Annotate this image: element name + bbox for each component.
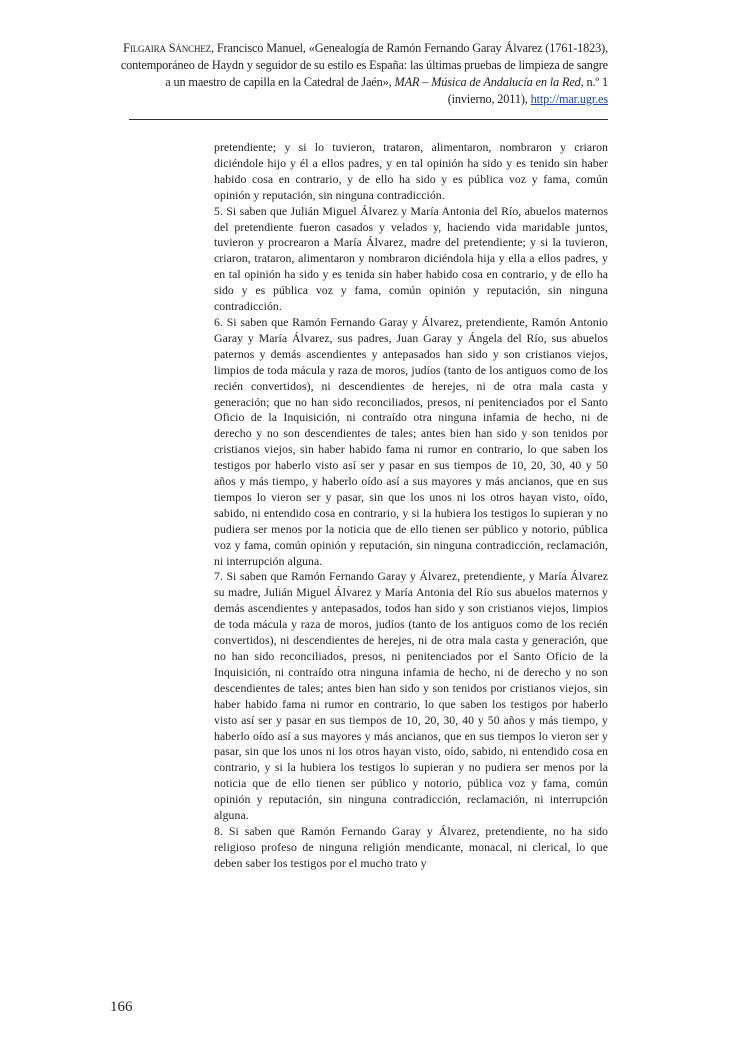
author-name: Filgaira Sánchez: [123, 41, 211, 55]
paragraph-continuation: pretendiente; y si lo tuvieron, trataron, alimentaron, nombraron y criaron diciéndole hijo y él a ellos padres, y en tal opinión ha sido y es tenido sin haber habido cosa en contrario, y de ello ha sido y es pública voz y fama, común opinión y reputación, sin ninguna contradicción.: [214, 140, 608, 202]
issue-info: , n.º 1 (invierno, 2011),: [447, 75, 608, 106]
paragraph-item-8: 8. Si saben que Ramón Fernando Garay y Álvarez, pretendiente, no ha sido religioso profeso de ninguna religión mendicante, monacal, ni clerical, lo que deben saber los testigos por el mucho trato y: [214, 823, 608, 870]
page-number: 166: [110, 999, 133, 1015]
paragraph-item-5: 5. Si saben que Julián Miguel Álvarez y María Antonia del Río, abuelos maternos del pretendiente fueron casados y velados y, haciendo vida maridable juntos, tuvieron y procrearon a María Álvarez, madre del pretendiente; y si la tuvieron, criaron, trataron, alimentaron y nombraron diciéndola hija y ella a ellos padres, y en tal opinión ha sido y es tenida sin haber habido cosa en contrario, y de ello ha sido y es pública voz y fama, común opinión y reputación, sin ninguna contradicción.: [214, 203, 608, 314]
body-text: [214, 140, 608, 872]
paragraph-item-6: 6. Si saben que Ramón Fernando Garay y Álvarez, pretendiente, Ramón Antonio Garay y María Álvarez, sus padres, Juan Garay y Ángela del Río, sus abuelos paternos y demás ascendientes y antepasados han sido y son cristianos viejos, limpios de toda mácula y raza de moros, judíos (tanto de los antiguos como de los recién convertidos), ni descendientes de herejes, ni de otra mala casta y generación; que no han sido reconciliados, presos, ni penitenciados por el Santo Oficio de la Inquisición, ni contraído otra ninguna infamia de hecho, ni de derecho y no son descendientes de tales; antes bien han sido y son tenidos por cristianos viejos, sin haber habido fama ni rumor en contrario, lo que saben los testigos por haberlo visto así ser y pasar en sus tiempos de 10, 20, 30, 40 y 50 años y más tiempo, y haberlo oído así a sus mayores y más ancianos, que en sus tiempos lo vieron ser y pasar, sin que los unos ni los otros hayan visto, oído, sabido, ni entendido cosa en contrario, y si la hubiera los testigos lo supieran y no pudiera ser menos por la noticia que de ello tienen ser público y notorio, pública voz y fama, común opinión y reputación, sin ninguna contradicción, reclamación, ni interrupción alguna.: [214, 314, 608, 568]
paragraph-item-7: 7. Si saben que Ramón Fernando Garay y Álvarez, pretendiente, y María Álvarez su madre, Julián Miguel Álvarez y María Antonia del Río sus abuelos maternos y demás ascendientes y antepasados, todos han sido y son cristianos viejos, limpios de toda mácula y raza de moros, judíos (tanto de los antiguos como de los recién convertidos), ni descendientes de herejes, ni de otra mala casta y generación, que no han sido reconciliados, presos, ni penitenciados por el Santo Oficio de la Inquisición, ni contraído otra ninguna infamia de hecho, ni de derecho y no son descendientes de tales; antes bien han sido y son tenidos por cristianos viejos, sin haber habido fama ni rumor en contrario, lo que saben los testigos por haberlo visto así ser y pasar en sus tiempos de 10, 20, 30, 40 y 50 años y más tiempo, y haberlo oído así a sus mayores y más ancianos, que en sus tiempos lo vieron ser y pasar, sin que los unos ni los otros hayan visto, oído, sabido, ni entendido cosa en contrario, y si la hubiera los testigos lo supieran y no pudiera ser menos por la noticia que de ello tienen ser público y notorio, pública voz y fama, común opinión y reputación, sin ninguna contradicción, reclamación, ni interrupción alguna.: [214, 569, 608, 823]
journal-url-link[interactable]: http://mar.ugr.es: [530, 92, 608, 106]
citation-text: , Francisco Manuel, «Genealogía de Ramón Fernando Garay Álvarez (1761-1823), contemporáneo de Haydn y seguidor de su estilo es España: las últimas pruebas de limpieza de sangre a un maestro de capilla en la Catedral de Jaén»,: [120, 41, 608, 89]
journal-title: MAR – Música de Andalucía en la Red: [394, 75, 581, 89]
citation-header: [120, 40, 608, 108]
header-divider: [129, 119, 608, 120]
